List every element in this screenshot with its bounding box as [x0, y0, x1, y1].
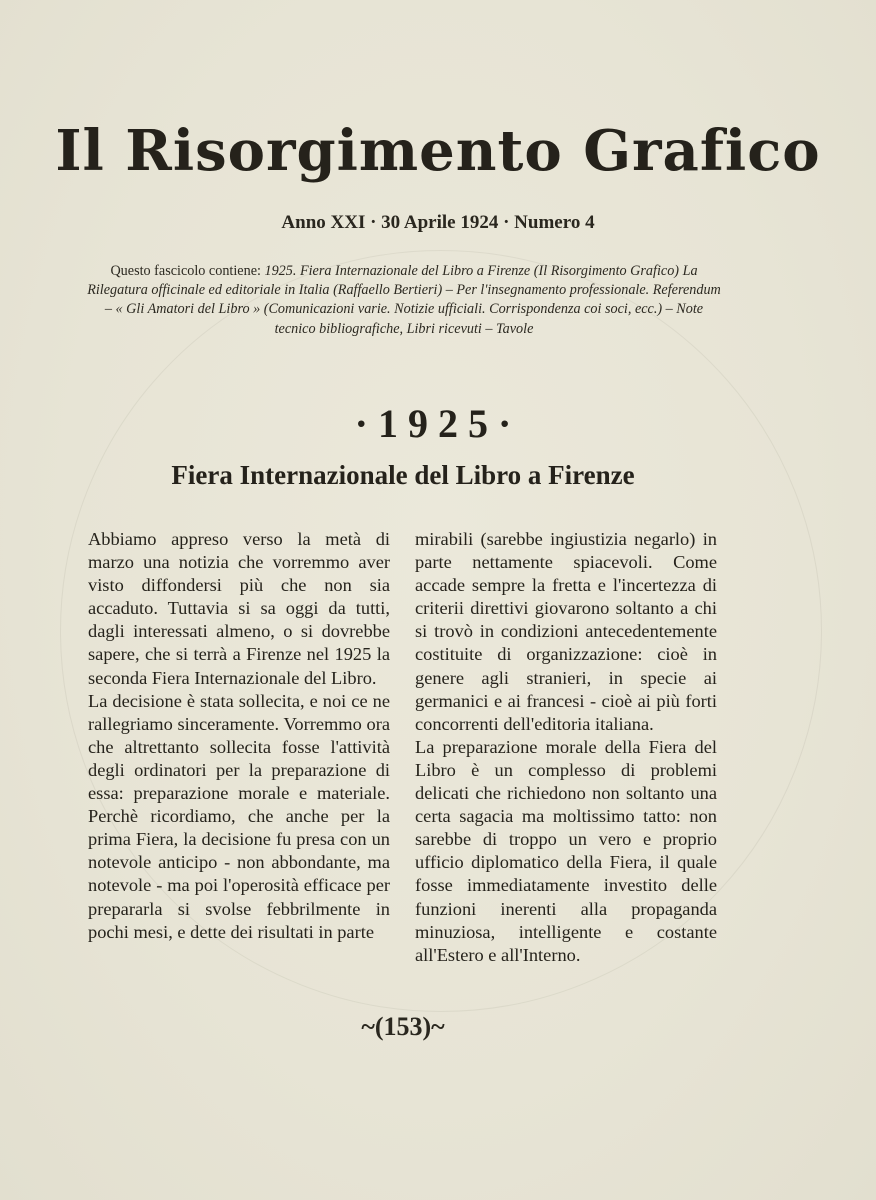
issue-line: Anno XXI · 30 Aprile 1924 · Numero 4 — [281, 212, 595, 233]
contents-lead: Questo fascicolo contiene: — [110, 263, 265, 279]
contents-items: 1925. Fiera Internazionale del Libro a Firenze (Il Risorgimento Grafico) La Rilegatura officinale ed editoriale in Italia (Raffaello Bertieri) – Per l'insegnamento professionale. Referendum – « Gli Amatori del Libro » (Comunicazioni varie. Notizie ufficiali. Corrispondenza coi soci, ecc.) – Note tecnico bibliografiche, Libri ricevuti – Tavole — [87, 263, 721, 337]
text-column-right — [415, 528, 717, 967]
paragraph: La decisione è stata sollecita, e noi ce ne rallegriamo sinceramente. Vorremmo ora che altrettanto sollecita fosse l'attività degli ordinatori per la preparazione di essa: preparazione morale e materiale. Perchè ricordiamo, che anche per la prima Fiera, la decisione fu presa con un notevole anticipo - non abbondante, ma notevole - ma poi l'operosità efficace per prepararla si svolse febbrilmente in pochi mesi, e dette dei risultati in parte — [88, 690, 390, 942]
article-title: Fiera Internazionale del Libro a Firenze — [171, 460, 635, 490]
text-column-left — [88, 528, 390, 944]
article-year: ·1925· — [354, 401, 522, 446]
masthead-title: Il Risorgimento Grafico — [55, 118, 821, 184]
table-of-contents — [84, 262, 724, 339]
paragraph: Abbiamo appreso verso la metà di marzo una notizia che vorremmo aver visto diffondersi più che non sia accaduto. Tuttavia si sa oggi da tutti, dagli interessati almeno, o si dovrebbe sapere, che si terrà a Firenze nel 1925 la seconda Fiera Internazionale del Libro. — [88, 529, 390, 688]
paragraph: La preparazione morale della Fiera del Libro è un complesso di problemi delicati che richiedono non soltanto una certa sagacia ma moltissimo tatto: non sarebbe di troppo un vero e proprio ufficio diplomatico della Fiera, il quale fosse immediatamente investito delle funzioni inerenti alla propaganda minuziosa, intelligente e costante all'Estero e all'Interno. — [415, 736, 717, 965]
paragraph: mirabili (sarebbe ingiustizia negarlo) in parte nettamente spiacevoli. Come accade sempre la fretta e l'incertezza di criterii direttivi giovarono soltanto a chi si trovò in condizioni antecedentemente costituite di organizzazione: cioè in genere agli stranieri, in specie ai germanici e ai francesi - cioè ai più forti concorrenti dell'editoria italiana. — [415, 529, 717, 734]
page-number: ~(153)~ — [361, 1012, 445, 1041]
